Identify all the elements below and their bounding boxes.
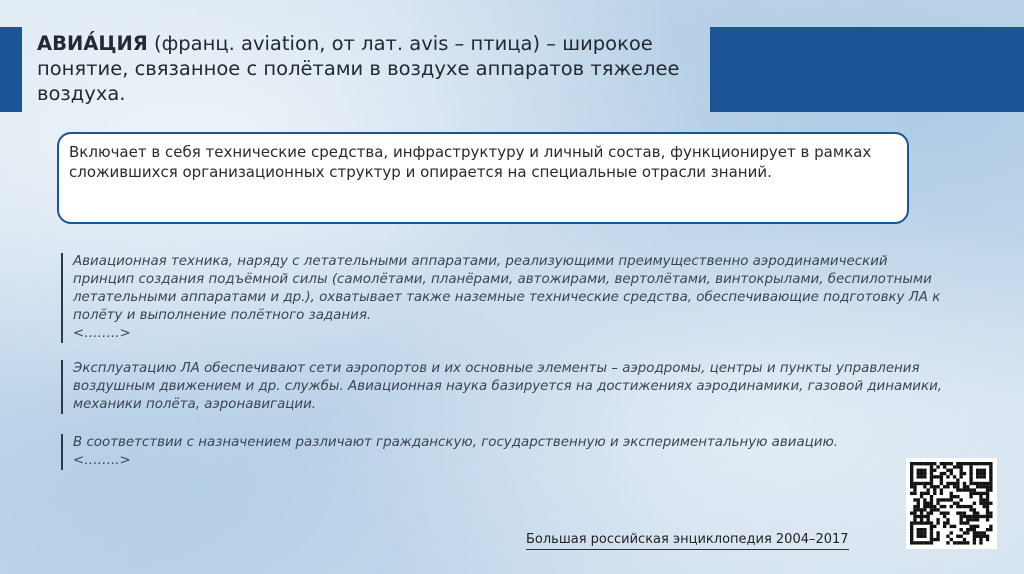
qr-code-graphic bbox=[906, 458, 997, 549]
quote-text: В соответствии с назначением различают гражданскую, государственную и экспериментальную авиацию. bbox=[73, 435, 839, 450]
term-title: АВИА́ЦИЯ bbox=[37, 32, 148, 55]
quote-block bbox=[61, 253, 953, 343]
header-accent-band-left bbox=[0, 27, 22, 112]
info-box bbox=[57, 132, 909, 224]
header-accent-band-right bbox=[710, 27, 1024, 112]
quote-block bbox=[61, 360, 963, 414]
quote-block bbox=[61, 434, 933, 470]
definition-header bbox=[37, 31, 707, 106]
term-definition: (франц. aviation, от лат. avis – птица) – широкое понятие, связанное с полётами в воздухе аппаратов тяжелее воздуха. bbox=[37, 32, 680, 105]
quote-text: Авиационная техника, наряду с летательными аппаратами, реализующими преимущественно аэродинамический принцип создания подъёмной силы (самолётами, планёрами, автожирами, вертолётами, винтокрылами, беспилотными летательными аппаратами и др.), охватывает также наземные технические средства, обеспечивающие подготовку ЛА к полёту и выполнение полётного задания. bbox=[73, 254, 941, 323]
quote-ellipsis: <……..> bbox=[73, 326, 131, 341]
quote-text: Эксплуатацию ЛА обеспечивают сети аэропортов и их основные элементы – аэродромы, центры и пункты управления воздушным движением и др. службы. Авиационная наука базируется на достижениях аэродинамики, газовой динамики, механики полёта, аэронавигации. bbox=[73, 361, 943, 412]
qr-code-icon bbox=[906, 458, 997, 549]
info-box-text: Включает в себя технические средства, инфраструктуру и личный состав, функционирует в рамках сложившихся организационных структур и опирается на специальные отрасли знаний. bbox=[69, 143, 872, 181]
quote-ellipsis: <……..> bbox=[73, 453, 131, 468]
source-link[interactable]: Большая российская энциклопедия 2004–2017 bbox=[526, 532, 849, 550]
